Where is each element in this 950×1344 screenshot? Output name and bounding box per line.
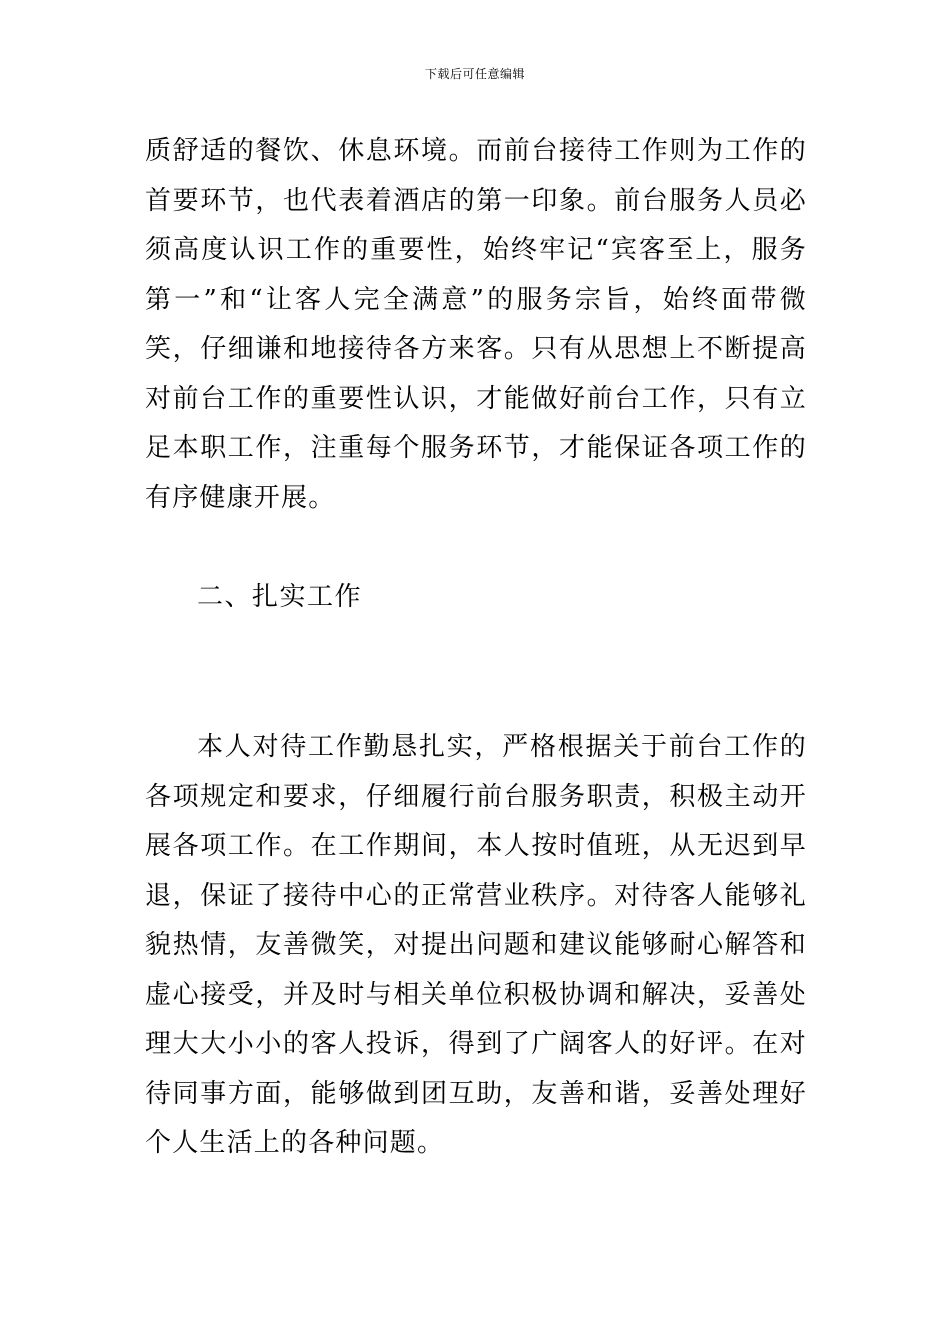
section-heading: 二、扎实工作 [197,582,363,612]
header-note: 下载后可任意编辑 [424,67,525,81]
paragraph-1: 质舒适的餐饮、休息环境。而前台接待工作则为工作的首要环节，也代表着酒店的第一印象。前台服务人员必须高度认识工作的重要性，始终牢记“宾客至上，服务第一”和“让客人完全满意”的服务宗旨，始终面带微笑，仔细谦和地接待各方来客。只有从思想上不断提高对前台工作的重要性认识，才能做好前台工作，只有立足本职工作，注重每个服务环节，才能保证各项工作的有序健康开展。 [145,136,807,513]
paragraph-2: 本人对待工作勤恳扎实，严格根据关于前台工作的各项规定和要求，仔细履行前台服务职责，积极主动开展各项工作。在工作期间，本人按时值班，从无迟到早退，保证了接待中心的正常营业秩序。对待客人能够礼貌热情，友善微笑，对提出问题和建议能够耐心解答和虚心接受，并及时与相关单位积极协调和解决，妥善处理大大小小的客人投诉，得到了广阔客人的好评。在对待同事方面，能够做到团互助，友善和谐，妥善处理好个人生活上的各种问题。 [145,732,807,1158]
